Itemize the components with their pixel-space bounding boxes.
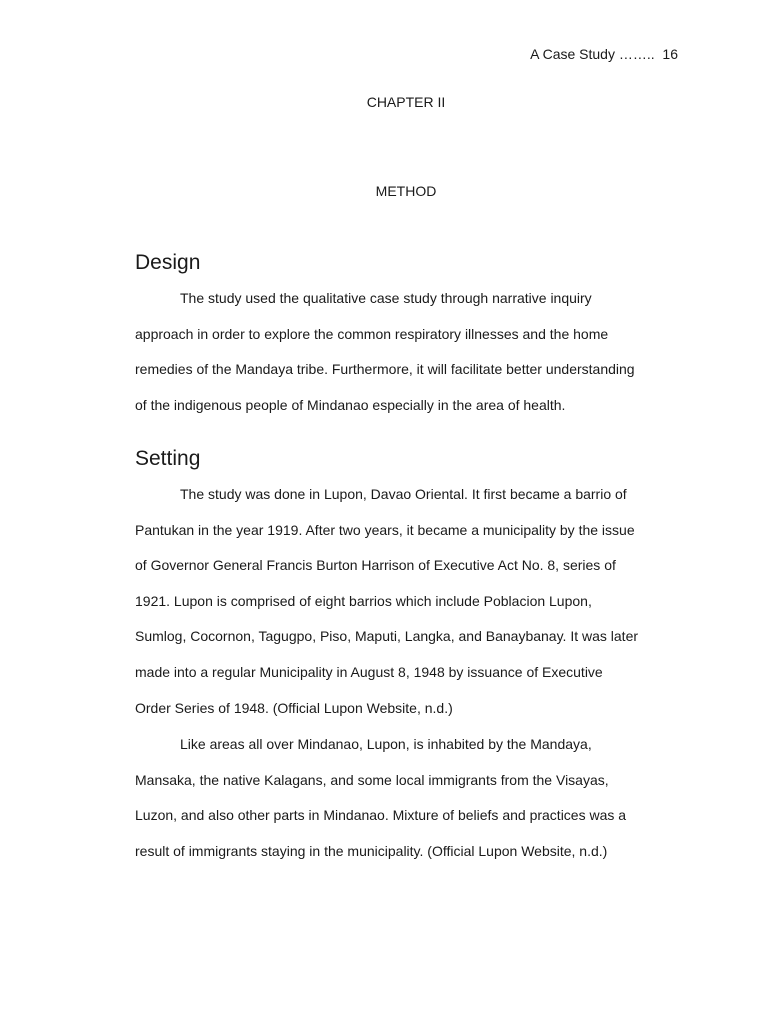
paragraph-line: 1921. Lupon is comprised of eight barrios which include Poblacion Lupon, [135,592,592,609]
design-section [135,251,685,274]
paragraph-line: Like areas all over Mindanao, Lupon, is inhabited by the Mandaya, [180,736,592,752]
paragraph-line: remedies of the Mandaya tribe. Furthermore, it will facilitate better understanding [135,361,635,378]
paragraph-line: The study used the qualitative case study through narrative inquiry [180,290,592,306]
setting-paragraph-2 [135,735,685,877]
paragraph-line: of Governor General Francis Burton Harrison of Executive Act No. 8, series of [135,557,616,574]
paragraph-line: Order Series of 1948. (Official Lupon Website, n.d.) [135,699,453,716]
paragraph-line: of the indigenous people of Mindanao especially in the area of health. [135,396,566,413]
paragraph-line: Luzon, and also other parts in Mindanao. Mixture of beliefs and practices was a [135,807,627,824]
running-head: A Case Study …….. 16 [530,46,678,62]
paragraph-line: made into a regular Municipality in August 8, 1948 by issuance of Executive [135,663,603,680]
paragraph-line: result of immigrants staying in the municipality. (Official Lupon Website, n.d.) [135,842,608,859]
paragraph-line: approach in order to explore the common respiratory illnesses and the home [135,325,609,342]
paragraph-line: Mansaka, the native Kalagans, and some local immigrants from the Visayas, [135,771,609,788]
setting-paragraph-1 [135,485,685,734]
paragraph-line: The study was done in Lupon, Davao Oriental. It first became a barrio of [180,486,627,502]
paragraph-line: Pantukan in the year 1919. After two years, it became a municipality by the issue [135,521,635,538]
setting-heading: Setting [135,447,201,470]
design-heading: Design [135,251,201,274]
setting-section [135,447,685,470]
paragraph-line: Sumlog, Cocornon, Tagugpo, Piso, Maputi, Langka, and Banaybanay. It was later [135,628,639,645]
chapter-label: CHAPTER II [366,94,446,110]
design-paragraph [135,289,685,431]
section-title: METHOD [375,183,437,199]
